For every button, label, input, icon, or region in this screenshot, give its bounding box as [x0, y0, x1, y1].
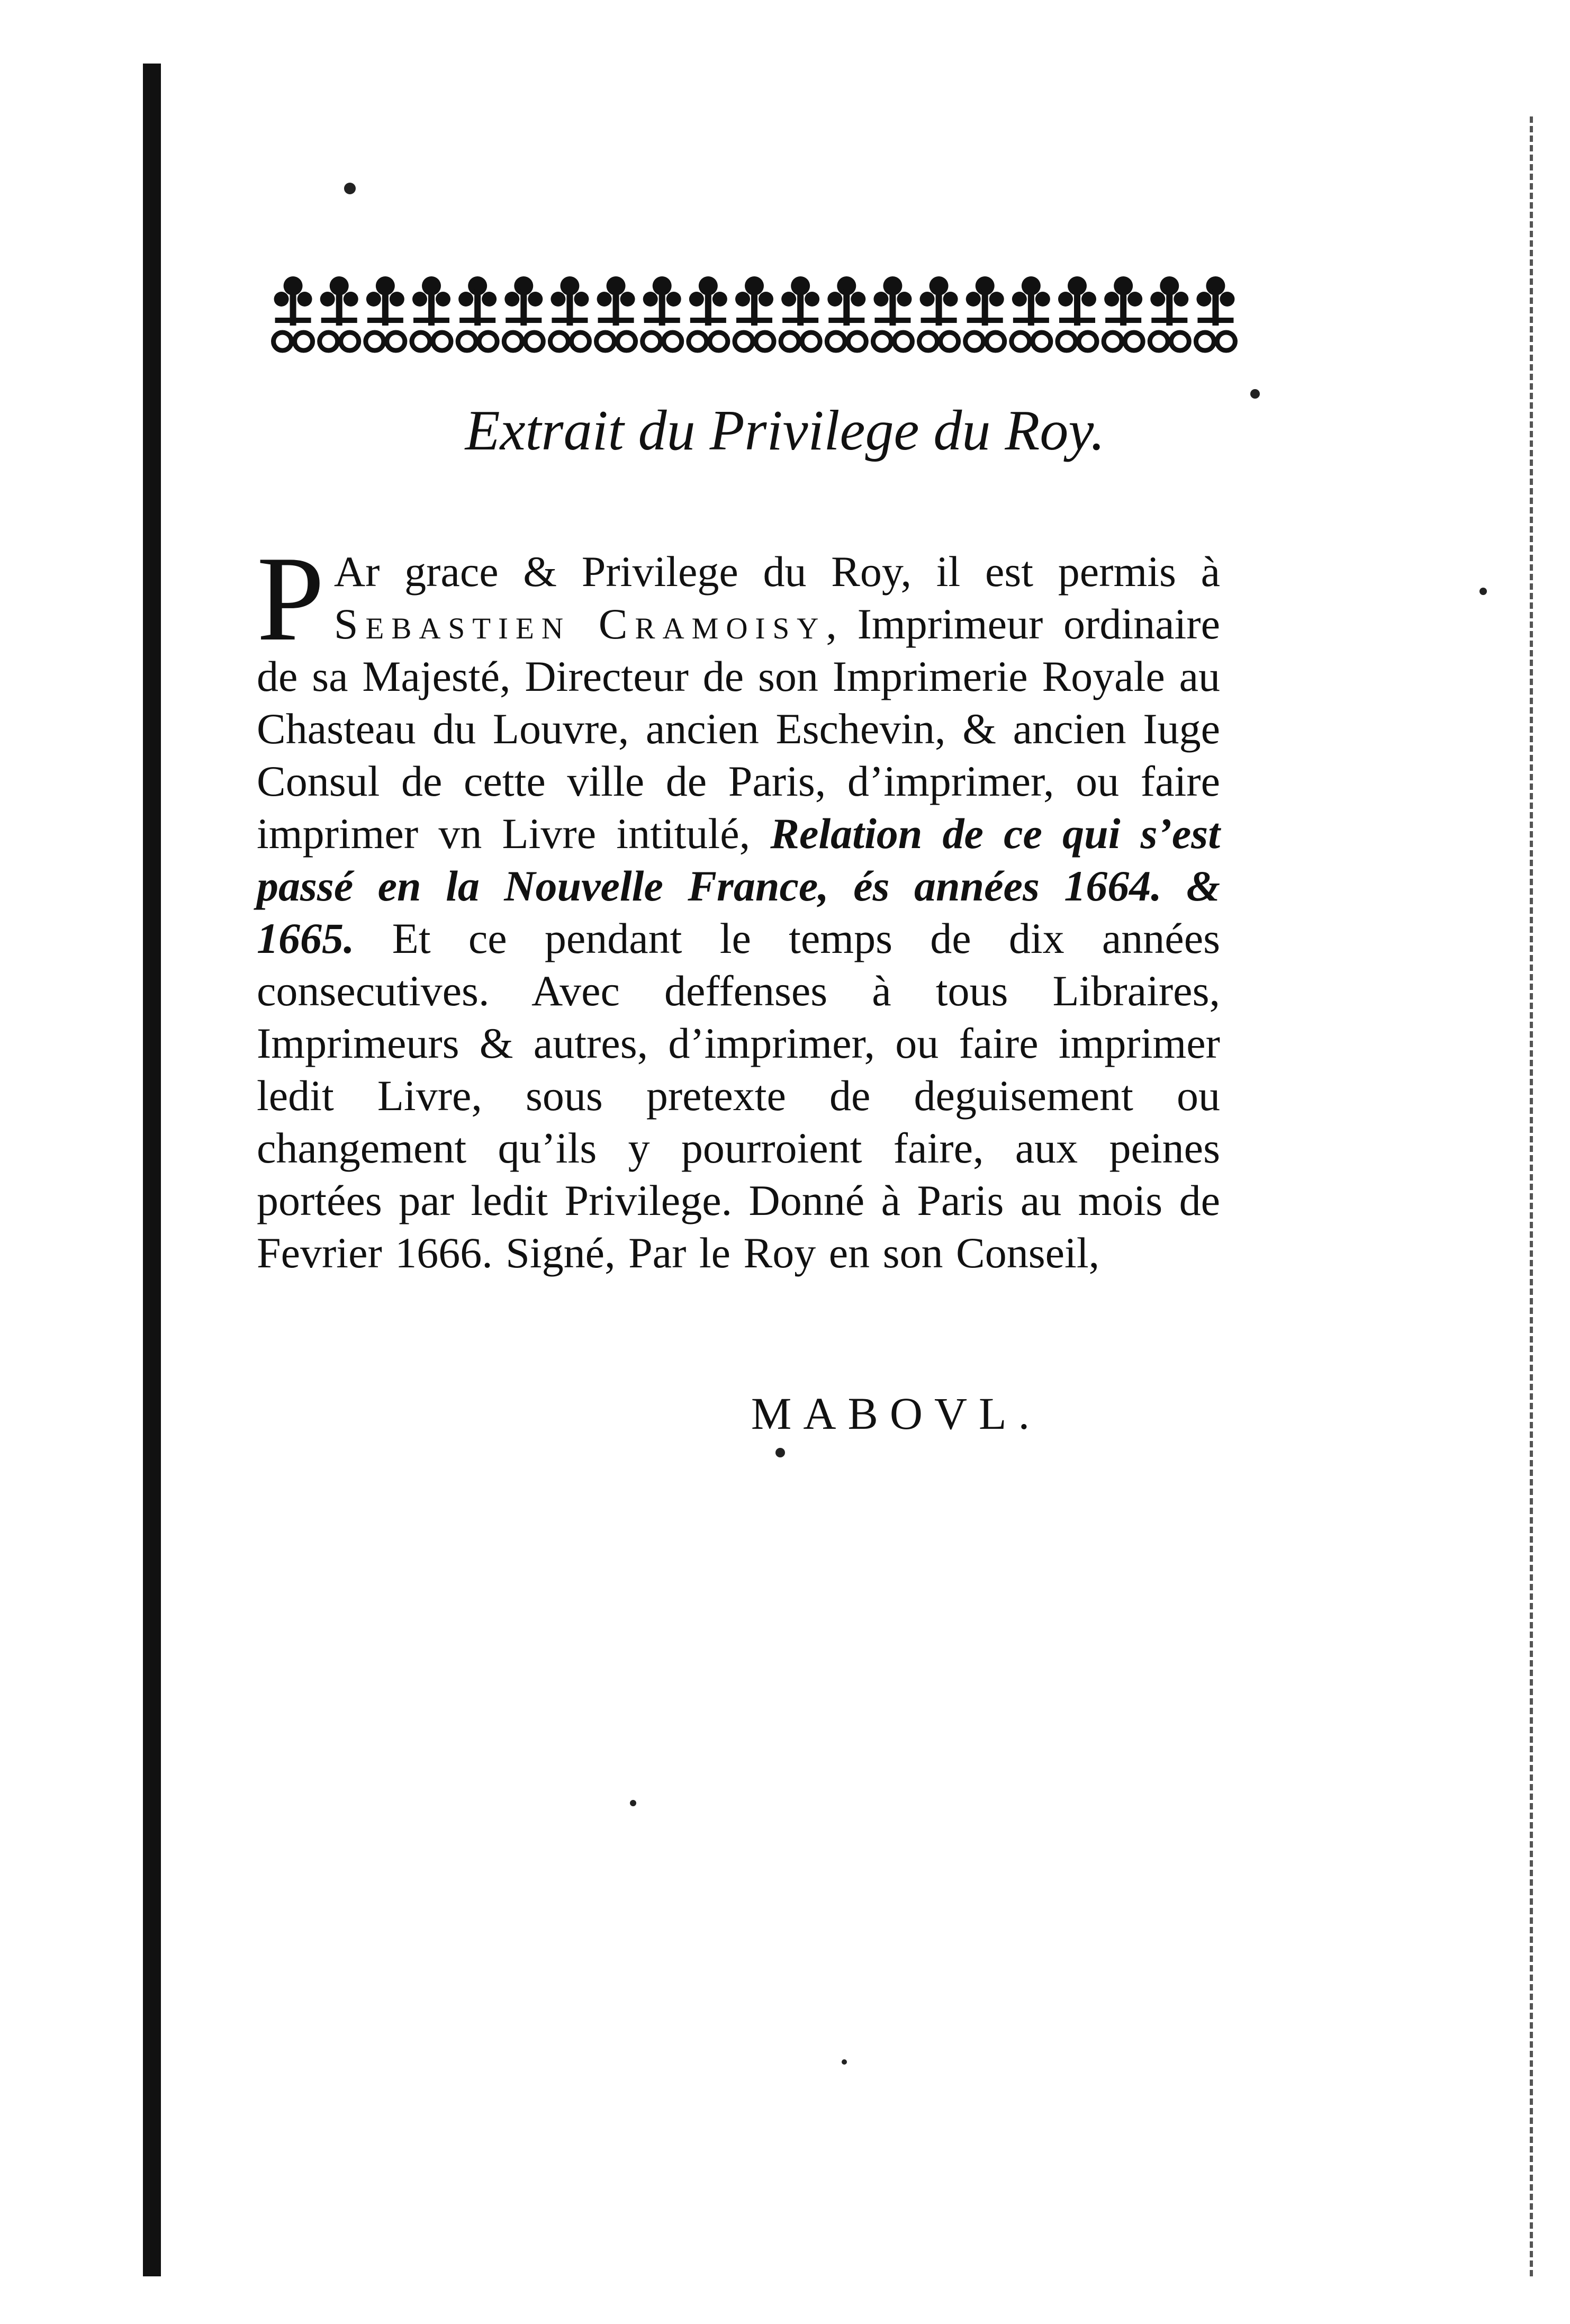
fleuron-unit — [1150, 276, 1189, 350]
printer-name: Sebastien Cramoisy — [333, 600, 826, 648]
fleuron-unit — [274, 276, 313, 350]
fleuron-unit — [597, 276, 636, 350]
text-segment-3: Et ce pendant le temps de dix années consecutives. Avec deffenses à tous Libraires, Imprimeurs & autres, d’imprimer, ou faire imprimer ledit Livre, sous pretexte de deguisement ou changement qu’ils y pourroient faire, aux peines portées par ledit Privilege. Donné à Paris au mois de Fevrier 1666. Signé, Par le Roy en son Conseil, — [257, 914, 1220, 1277]
page-title: Extrait du Privilege du Roy. — [465, 399, 1105, 462]
drop-cap: P — [257, 531, 324, 666]
text-segment-1: Ar grace & Privilege du Roy, il est permis à — [333, 547, 1220, 596]
fleuron-unit — [643, 276, 682, 350]
ink-speck — [842, 2059, 847, 2065]
binding-gutter-shadow — [143, 64, 161, 2276]
fleuron-unit — [458, 276, 497, 350]
fleuron-unit — [1196, 276, 1235, 350]
ink-speck — [1250, 389, 1260, 399]
ink-speck — [630, 1800, 636, 1806]
privilege-text — [257, 531, 1220, 1279]
fleuron-unit — [550, 276, 589, 350]
fleuron-unit — [781, 276, 820, 350]
fleuron-unit — [966, 276, 1005, 350]
book-title: Relation de ce qui s’est passé en la Nouvelle France, és années 1664. & 1665. — [257, 809, 1220, 962]
fleuron-unit — [1012, 276, 1051, 350]
fleuron-unit — [320, 276, 359, 350]
fleuron-unit — [412, 276, 451, 350]
fleuron-unit — [1058, 276, 1097, 350]
fleuron-unit — [689, 276, 728, 350]
fleuron-unit — [827, 276, 866, 350]
signature: MABOVL. — [751, 1388, 1042, 1439]
fleuron-unit — [366, 276, 405, 350]
text-segment-2: , Imprimeur ordinaire de sa Majesté, Directeur de son Imprimerie Royale au Chasteau du Louvre, ancien Eschevin, & ancien Iuge Consul de cette ville de Paris, d’imprimer, ou faire imprimer vn Livre intitulé, — [257, 600, 1220, 858]
fleuron-unit — [504, 276, 543, 350]
ink-speck — [775, 1448, 785, 1457]
ink-speck — [1479, 588, 1487, 595]
fleuron-unit — [735, 276, 774, 350]
fleuron-unit — [873, 276, 912, 350]
fleuron-unit — [919, 276, 959, 350]
fleuron-unit — [1104, 276, 1143, 350]
ink-speck — [344, 183, 356, 194]
fleuron-ornament-band — [270, 267, 1239, 360]
